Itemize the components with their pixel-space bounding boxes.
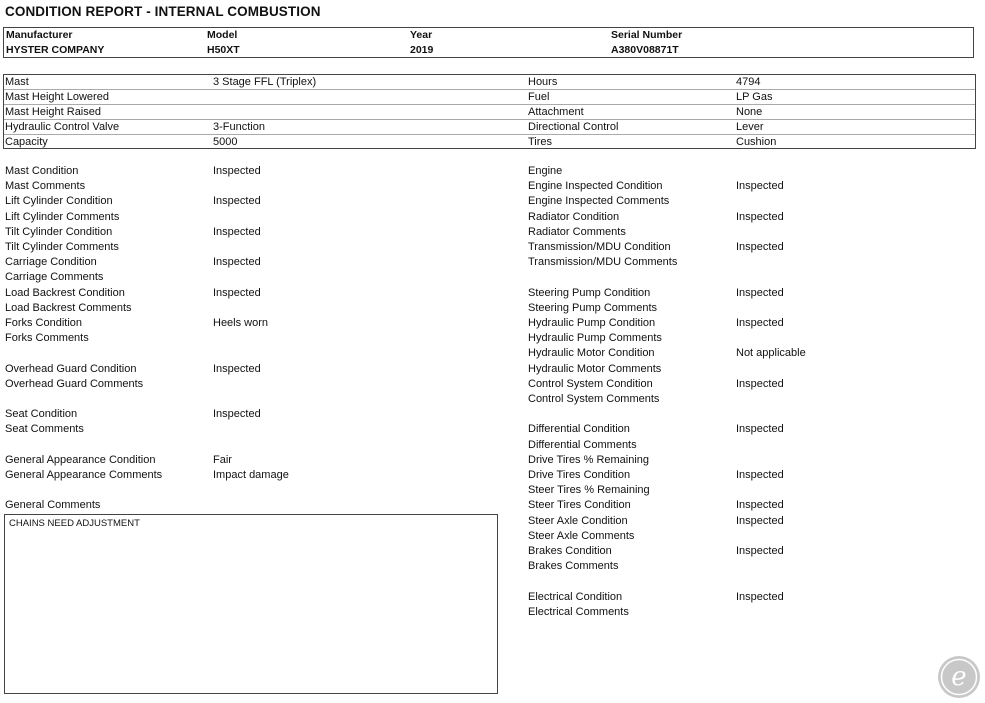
condition-value: Inspected: [736, 210, 784, 223]
header-label-year: Year: [410, 29, 433, 41]
spec-label: Attachment: [528, 106, 584, 118]
condition-label: Seat Comments: [5, 423, 84, 436]
spec-label: Fuel: [528, 91, 550, 103]
general-comments-box: [4, 514, 498, 694]
condition-label: Mast Condition: [5, 165, 79, 177]
condition-value: Inspected: [736, 180, 784, 193]
condition-label: Seat Condition: [5, 408, 78, 421]
condition-label: Electrical Condition: [528, 590, 623, 603]
spec-label: Hours: [528, 76, 558, 88]
spec-row: [4, 120, 975, 135]
condition-label: Tilt Cylinder Comments: [5, 241, 119, 253]
header-value-manufacturer: HYSTER COMPANY: [6, 44, 105, 56]
condition-label: Radiator Comments: [528, 225, 626, 238]
condition-label: Lift Cylinder Comments: [5, 210, 120, 223]
condition-value: Inspected: [736, 317, 784, 329]
spec-label: Mast: [5, 76, 29, 88]
condition-value: Inspected: [213, 195, 261, 208]
condition-label: Overhead Guard Comments: [5, 377, 144, 390]
condition-label: Brakes Comments: [528, 560, 619, 573]
condition-label: Tilt Cylinder Condition: [5, 225, 113, 238]
condition-label: Steer Tires % Remaining: [528, 484, 650, 497]
condition-value: Inspected: [213, 256, 261, 269]
condition-label: Differential Condition: [528, 423, 630, 436]
condition-value: Inspected: [736, 377, 784, 390]
condition-label: Drive Tires % Remaining: [528, 453, 650, 466]
condition-value: Inspected: [736, 469, 784, 481]
condition-label: Transmission/MDU Comments: [528, 256, 678, 269]
condition-label: General Appearance Comments: [5, 469, 163, 481]
condition-value: Inspected: [736, 590, 784, 603]
spec-row: [4, 135, 975, 150]
condition-label: Carriage Condition: [5, 256, 97, 269]
condition-value: Inspected: [736, 514, 784, 527]
condition-value: Inspected: [736, 423, 784, 436]
header-label-manufacturer: Manufacturer: [6, 29, 73, 41]
condition-value: Heels worn: [213, 317, 269, 329]
condition-label: Control System Comments: [528, 393, 660, 405]
header-label-model: Model: [207, 29, 238, 41]
condition-label: Forks Comments: [5, 332, 89, 345]
condition-label: Differential Comments: [528, 438, 637, 451]
condition-label: Load Backrest Comments: [5, 301, 132, 314]
condition-label: Electrical Comments: [528, 605, 629, 618]
condition-value: Fair: [213, 453, 232, 466]
svg-text:e: e: [951, 662, 967, 692]
condition-value: Inspected: [736, 545, 784, 557]
condition-label: Drive Tires Condition: [528, 469, 631, 481]
condition-value: Inspected: [213, 408, 261, 421]
spec-label: Directional Control: [528, 121, 619, 133]
condition-label: Steer Axle Comments: [528, 529, 635, 542]
condition-label: Mast Comments: [5, 180, 86, 193]
spec-label: Hydraulic Control Valve: [5, 121, 120, 133]
condition-label: Lift Cylinder Condition: [5, 195, 113, 208]
condition-label: Carriage Comments: [5, 271, 104, 284]
spec-table: [3, 74, 976, 149]
header-value-model: H50XT: [207, 44, 240, 56]
condition-label: Control System Condition: [528, 377, 653, 390]
condition-value: Inspected: [736, 286, 784, 299]
condition-value: Inspected: [213, 362, 261, 375]
condition-value: Inspected: [213, 225, 261, 238]
condition-label: Steering Pump Comments: [528, 301, 657, 314]
e-logo-icon: [936, 654, 982, 700]
spec-value: 5000: [213, 136, 238, 148]
spec-row: [4, 75, 975, 90]
condition-label: Steer Tires Condition: [528, 499, 631, 512]
condition-label: Radiator Condition: [528, 210, 620, 223]
spec-value: Cushion: [736, 136, 777, 148]
spec-label: Tires: [528, 136, 553, 148]
condition-label: Transmission/MDU Condition: [528, 241, 671, 253]
spec-value: 3-Function: [213, 121, 265, 133]
spec-value: None: [736, 106, 763, 118]
general-comments-text: CHAINS NEED ADJUSTMENT: [9, 518, 140, 529]
condition-label: Engine Inspected Comments: [528, 195, 670, 208]
condition-label: Steering Pump Condition: [528, 286, 651, 299]
condition-label: Forks Condition: [5, 317, 83, 329]
condition-value: Inspected: [736, 241, 784, 253]
spec-row: [4, 105, 975, 120]
spec-label: Mast Height Lowered: [5, 91, 109, 103]
condition-value: Inspected: [213, 165, 261, 177]
spec-value: 4794: [736, 76, 761, 88]
condition-label: Overhead Guard Condition: [5, 362, 137, 375]
condition-value: Not applicable: [736, 347, 806, 360]
report-title: CONDITION REPORT - INTERNAL COMBUSTION: [5, 4, 321, 19]
condition-label: Load Backrest Condition: [5, 286, 125, 299]
condition-value: Inspected: [213, 286, 261, 299]
condition-label: Hydraulic Pump Condition: [528, 317, 656, 329]
spec-row: [4, 90, 975, 105]
header-value-year: 2019: [410, 44, 434, 56]
header-label-serial: Serial Number: [611, 29, 683, 41]
condition-label: Hydraulic Motor Condition: [528, 347, 655, 360]
condition-label: Hydraulic Motor Comments: [528, 362, 662, 375]
condition-value: Inspected: [736, 499, 784, 512]
spec-label: Capacity: [5, 136, 48, 148]
spec-value: 3 Stage FFL (Triplex): [213, 76, 317, 88]
condition-label: Engine Inspected Condition: [528, 180, 663, 193]
condition-label: Brakes Condition: [528, 545, 612, 557]
header-value-serial: A380V08871T: [611, 44, 679, 56]
spec-value: LP Gas: [736, 91, 773, 103]
condition-label: Hydraulic Pump Comments: [528, 332, 662, 345]
spec-value: Lever: [736, 121, 764, 133]
condition-label: Engine: [528, 165, 563, 177]
condition-label: General Appearance Condition: [5, 453, 156, 466]
condition-label: General Comments: [5, 499, 101, 512]
header-box: [3, 27, 974, 58]
condition-label: Steer Axle Condition: [528, 514, 628, 527]
spec-label: Mast Height Raised: [5, 106, 101, 118]
condition-value: Impact damage: [213, 469, 289, 481]
